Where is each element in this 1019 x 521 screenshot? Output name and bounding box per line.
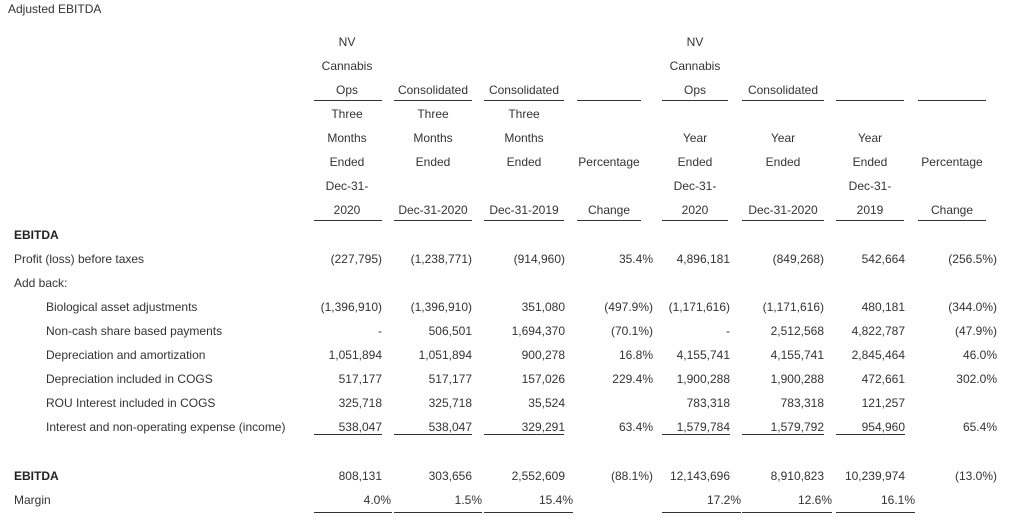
- table-cell: 121,257: [861, 396, 905, 410]
- column-header-text: Months: [413, 131, 453, 145]
- column-header-text: Ended: [415, 155, 451, 169]
- table-cell: 538,047: [428, 420, 472, 434]
- column-header-text: Consolidated: [488, 83, 560, 97]
- column-header-text: Ended: [852, 155, 888, 169]
- table-cell: (256.5%): [948, 252, 997, 266]
- table-cell: 35,524: [528, 396, 565, 410]
- table-cell: (914,960): [513, 252, 565, 266]
- header-underline: [394, 220, 472, 221]
- total-underline: [314, 434, 382, 435]
- table-cell: 472,661: [861, 372, 905, 386]
- column-header-text: NV: [686, 35, 704, 49]
- table-cell: 1,051,894: [328, 348, 382, 362]
- column-header-text: Ended: [329, 155, 365, 169]
- column-header-text: Ops: [335, 83, 359, 97]
- column-header-text: Change: [587, 203, 631, 217]
- header-underline: [918, 220, 986, 221]
- header-underline: [314, 220, 382, 221]
- table-cell: 325,718: [428, 396, 472, 410]
- table-cell: 2,552,609: [511, 469, 565, 483]
- column-header-text: Ended: [765, 155, 801, 169]
- table-cell: 1,900,288: [770, 372, 824, 386]
- header-underline: [577, 220, 641, 221]
- row-label: Interest and non-operating expense (income): [46, 420, 286, 434]
- table-cell: 808,131: [338, 469, 382, 483]
- column-header-text: NV: [338, 35, 356, 49]
- table-cell: (227,795): [330, 252, 382, 266]
- row-label: Profit (loss) before taxes: [14, 252, 145, 266]
- total-underline: [484, 512, 573, 513]
- column-header-text: Dec-31-2020: [398, 203, 468, 217]
- total-underline: [394, 512, 482, 513]
- row-label: Non-cash share based payments: [46, 324, 223, 338]
- table-cell: (13.0%): [954, 469, 997, 483]
- table-cell: 4,896,181: [676, 252, 730, 266]
- table-cell: 783,318: [780, 396, 824, 410]
- column-header-text: Year: [682, 131, 708, 145]
- column-header-text: Ops: [683, 83, 707, 97]
- column-header-text: Dec-31-2019: [489, 203, 559, 217]
- header-underline: [836, 100, 904, 101]
- total-underline: [314, 512, 392, 513]
- column-header-text: Ended: [506, 155, 542, 169]
- table-cell: 2,845,464: [851, 348, 905, 362]
- header-underline: [577, 100, 641, 101]
- table-cell: 1,051,894: [418, 348, 472, 362]
- table-cell: 1,900,288: [676, 372, 730, 386]
- header-underline: [394, 100, 472, 101]
- table-cell: 4,155,741: [676, 348, 730, 362]
- column-header-text: Percentage: [578, 155, 640, 169]
- column-header-text: 2019: [856, 203, 884, 217]
- table-cell: 12.6%: [797, 493, 832, 507]
- header-underline: [662, 100, 728, 101]
- table-cell: 506,501: [428, 324, 472, 338]
- table-cell: 17.2%: [706, 493, 741, 507]
- table-cell: (849,268): [772, 252, 824, 266]
- table-cell: 157,026: [521, 372, 565, 386]
- table-cell: 46.0%: [962, 348, 997, 362]
- table-cell: 302.0%: [956, 372, 997, 386]
- column-header-text: Percentage: [921, 155, 983, 169]
- table-cell: 16.1%: [880, 493, 915, 507]
- column-header-text: Ended: [677, 155, 713, 169]
- table-cell: (497.9%): [604, 300, 653, 314]
- total-underline: [836, 434, 905, 435]
- page-title: Adjusted EBITDA: [8, 2, 102, 16]
- table-cell: (1,238,771): [410, 252, 472, 266]
- row-label: EBITDA: [14, 469, 59, 483]
- table-cell: 16.8%: [618, 348, 653, 362]
- table-cell: 303,656: [428, 469, 472, 483]
- table-cell: (1,396,910): [410, 300, 472, 314]
- table-cell: 1,579,784: [676, 420, 730, 434]
- column-header-text: Cannabis: [669, 59, 721, 73]
- table-cell: (1,171,616): [668, 300, 730, 314]
- table-cell: 538,047: [338, 420, 382, 434]
- column-header-text: 2020: [681, 203, 709, 217]
- total-underline: [836, 512, 915, 513]
- header-underline: [742, 100, 824, 101]
- table-cell: 12,143,696: [669, 469, 730, 483]
- table-cell: 329,291: [521, 420, 565, 434]
- table-cell: (70.1%): [610, 324, 653, 338]
- column-header-text: Dec-31-2020: [748, 203, 818, 217]
- table-cell: 4,822,787: [851, 324, 905, 338]
- table-cell: 351,080: [521, 300, 565, 314]
- header-underline: [918, 100, 986, 101]
- column-header-text: Change: [930, 203, 974, 217]
- column-header-text: Months: [327, 131, 367, 145]
- table-cell: -: [378, 324, 382, 338]
- column-header-text: Cannabis: [321, 59, 373, 73]
- table-cell: 954,960: [861, 420, 905, 434]
- column-header-text: Months: [504, 131, 544, 145]
- table-cell: 480,181: [861, 300, 905, 314]
- column-header-text: Dec-31-: [325, 179, 369, 193]
- table-cell: 4.0%: [363, 493, 391, 507]
- table-cell: 517,177: [428, 372, 472, 386]
- column-header-text: 2020: [333, 203, 361, 217]
- row-label: Biological asset adjustments: [46, 300, 198, 314]
- table-cell: (344.0%): [948, 300, 997, 314]
- table-cell: 10,239,974: [844, 469, 905, 483]
- table-cell: 325,718: [338, 396, 382, 410]
- column-header-text: Year: [857, 131, 883, 145]
- table-cell: -: [726, 324, 730, 338]
- total-underline: [394, 434, 472, 435]
- table-cell: 1,694,370: [511, 324, 565, 338]
- row-label: Add back:: [14, 276, 68, 290]
- column-header-text: Three: [508, 107, 540, 121]
- total-underline: [662, 512, 741, 513]
- table-cell: (1,171,616): [762, 300, 824, 314]
- row-label: EBITDA: [14, 228, 59, 242]
- column-header-text: Year: [770, 131, 796, 145]
- table-cell: 1,579,792: [770, 420, 824, 434]
- row-label: Margin: [14, 493, 51, 507]
- table-cell: 1.5%: [454, 493, 482, 507]
- header-underline: [484, 220, 564, 221]
- column-header-text: Dec-31-: [673, 179, 717, 193]
- header-underline: [742, 220, 824, 221]
- header-underline: [836, 220, 904, 221]
- column-header-text: Three: [417, 107, 449, 121]
- table-cell: 2,512,568: [770, 324, 824, 338]
- total-underline: [484, 434, 564, 435]
- column-header-text: Consolidated: [397, 83, 469, 97]
- row-label: Depreciation included in COGS: [46, 372, 213, 386]
- table-cell: 783,318: [686, 396, 730, 410]
- table-cell: 542,664: [861, 252, 905, 266]
- table-cell: 65.4%: [962, 420, 997, 434]
- row-label: ROU Interest included in COGS: [46, 396, 216, 410]
- table-cell: 35.4%: [618, 252, 653, 266]
- table-cell: 229.4%: [612, 372, 653, 386]
- table-cell: 15.4%: [538, 493, 573, 507]
- header-underline: [314, 100, 382, 101]
- column-header-text: Three: [331, 107, 363, 121]
- table-cell: 900,278: [521, 348, 565, 362]
- table-cell: 8,910,823: [770, 469, 824, 483]
- row-label: Depreciation and amortization: [46, 348, 206, 362]
- table-cell: (88.1%): [610, 469, 653, 483]
- total-underline: [742, 434, 824, 435]
- table-cell: 4,155,741: [770, 348, 824, 362]
- total-underline: [662, 434, 730, 435]
- table-cell: 517,177: [338, 372, 382, 386]
- table-cell: (1,396,910): [320, 300, 382, 314]
- header-underline: [662, 220, 728, 221]
- column-header-text: Consolidated: [747, 83, 819, 97]
- header-underline: [484, 100, 564, 101]
- column-header-text: Dec-31-: [848, 179, 892, 193]
- table-cell: (47.9%): [954, 324, 997, 338]
- total-underline: [742, 512, 832, 513]
- table-cell: 63.4%: [618, 420, 653, 434]
